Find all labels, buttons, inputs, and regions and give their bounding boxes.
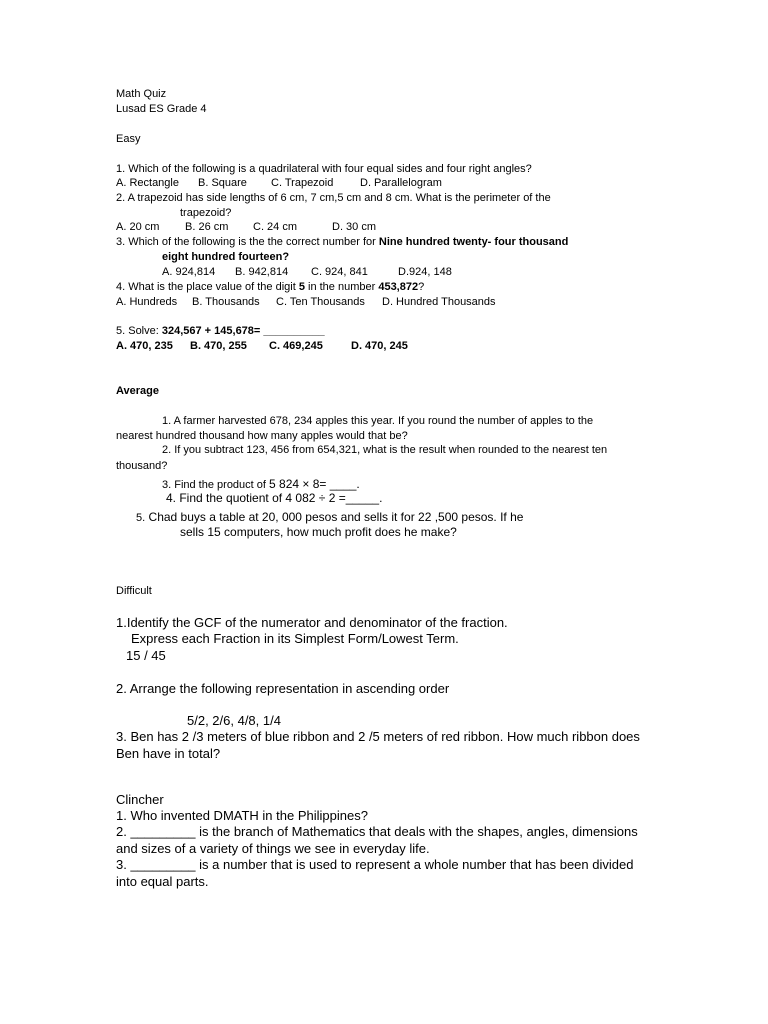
- option: A. Rectangle: [116, 177, 179, 189]
- option: D. 470, 245: [351, 340, 408, 352]
- option: C. Ten Thousands: [276, 296, 365, 308]
- easy-question-1: 1. Which of the following is a quadrilateral with four equal sides and four right angles?: [116, 163, 532, 175]
- easy-question-3-cont: eight hundred fourteen?: [162, 251, 290, 263]
- option: A. 470, 235: [116, 340, 173, 352]
- question-number-words: Nine hundred twenty- four thousand: [378, 236, 569, 248]
- average-question-3: [162, 476, 360, 492]
- question-text: 4. What is the place value of the digit: [116, 281, 299, 293]
- easy-question-5: [116, 326, 325, 337]
- easy-question-2-cont: trapezoid?: [180, 207, 232, 219]
- section-heading-difficult: Difficult: [116, 585, 152, 597]
- option: D. Parallelogram: [360, 177, 442, 189]
- easy-question-2: 2. A trapezoid has side lengths of 6 cm, 7 cm,5 cm and 8 cm. What is the perimeter of the: [116, 192, 551, 204]
- option: B. Thousands: [192, 296, 260, 308]
- average-question-1-cont: nearest hundred thousand how many apples would that be?: [116, 430, 408, 442]
- easy-question-3: [116, 237, 568, 248]
- section-heading-easy: Easy: [116, 133, 141, 145]
- option: D. Hundred Thousands: [382, 296, 496, 308]
- question-text: in the number: [304, 281, 379, 293]
- expression: 5 824 × 8= ____.: [269, 477, 360, 491]
- option: B. 470, 255: [190, 340, 247, 352]
- clincher-question-2: 2. _________ is the branch of Mathematics that deals with the shapes, angles, dimensions: [116, 824, 638, 839]
- average-question-1: 1. A farmer harvested 678, 234 apples this year. If you round the number of apples to the: [162, 415, 594, 427]
- difficult-question-1-cont: Express each Fraction in its Simplest Form/Lowest Term.: [131, 631, 459, 646]
- option: A. 924,814: [162, 266, 216, 278]
- option: D.924, 148: [398, 266, 452, 278]
- easy-question-1-options: [0, 178, 768, 192]
- quiz-title: Math Quiz: [116, 88, 167, 100]
- easy-question-3-options: [0, 267, 768, 281]
- difficult-question-3: 3. Ben has 2 /3 meters of blue ribbon and 2 /5 meters of red ribbon. How much ribbon does: [116, 729, 640, 744]
- average-question-5: [136, 509, 523, 525]
- expression: 324,567 + 145,678= __________: [161, 325, 325, 337]
- difficult-question-2: 2. Arrange the following representation in ascending order: [116, 681, 450, 696]
- difficult-question-1: 1.Identify the GCF of the numerator and denominator of the fraction.: [116, 615, 508, 630]
- section-heading-clincher: Clincher: [116, 792, 164, 807]
- option: A. 20 cm: [116, 221, 160, 233]
- question-text: 3. Which of the following is the the correct number for: [116, 236, 379, 248]
- option: B. Square: [198, 177, 247, 189]
- average-question-4: 4. Find the quotient of 4 082 ÷ 2 =_____.: [166, 491, 383, 505]
- question-text: 5. Solve:: [116, 325, 162, 337]
- option: C. 924, 841: [311, 266, 368, 278]
- option: A. Hundreds: [116, 296, 178, 308]
- question-text: Chad buys a table at 20, 000 pesos and sells it for 22 ,500 pesos. If he: [145, 510, 524, 524]
- option: C. Trapezoid: [271, 177, 334, 189]
- difficult-question-1-fraction: 15 / 45: [126, 648, 166, 663]
- option: B. 942,814: [235, 266, 289, 278]
- option: C. 469,245: [269, 340, 323, 352]
- option: D. 30 cm: [332, 221, 377, 233]
- average-question-2-cont: thousand?: [116, 460, 168, 472]
- clincher-question-2-cont: and sizes of a variety of things we see in everyday life.: [116, 841, 430, 856]
- digit: 5: [298, 281, 305, 293]
- quiz-subtitle: Lusad ES Grade 4: [116, 103, 207, 115]
- difficult-question-3-cont: Ben have in total?: [116, 746, 221, 761]
- question-text: ?: [418, 281, 425, 293]
- option: C. 24 cm: [253, 221, 298, 233]
- easy-question-2-options: [0, 222, 768, 236]
- question-number: 5.: [136, 512, 146, 524]
- easy-question-5-options: [0, 341, 768, 355]
- number: 453,872: [378, 281, 419, 293]
- clincher-question-3-cont: into equal parts.: [116, 874, 209, 889]
- section-heading-average: Average: [116, 385, 160, 397]
- question-text: 3. Find the product of: [162, 479, 270, 491]
- average-question-5-cont: sells 15 computers, how much profit does he make?: [180, 525, 457, 539]
- average-question-2: 2. If you subtract 123, 456 from 654,321, what is the result when rounded to the nearest ten: [162, 444, 608, 456]
- easy-question-4-options: [0, 297, 768, 311]
- easy-question-4: [116, 282, 424, 293]
- difficult-question-2-values: 5/2, 2/6, 4/8, 1/4: [187, 713, 281, 728]
- clincher-question-3: 3. _________ is a number that is used to represent a whole number that has been divided: [116, 857, 634, 872]
- option: B. 26 cm: [185, 221, 229, 233]
- clincher-question-1: 1. Who invented DMATH in the Philippines?: [116, 808, 368, 823]
